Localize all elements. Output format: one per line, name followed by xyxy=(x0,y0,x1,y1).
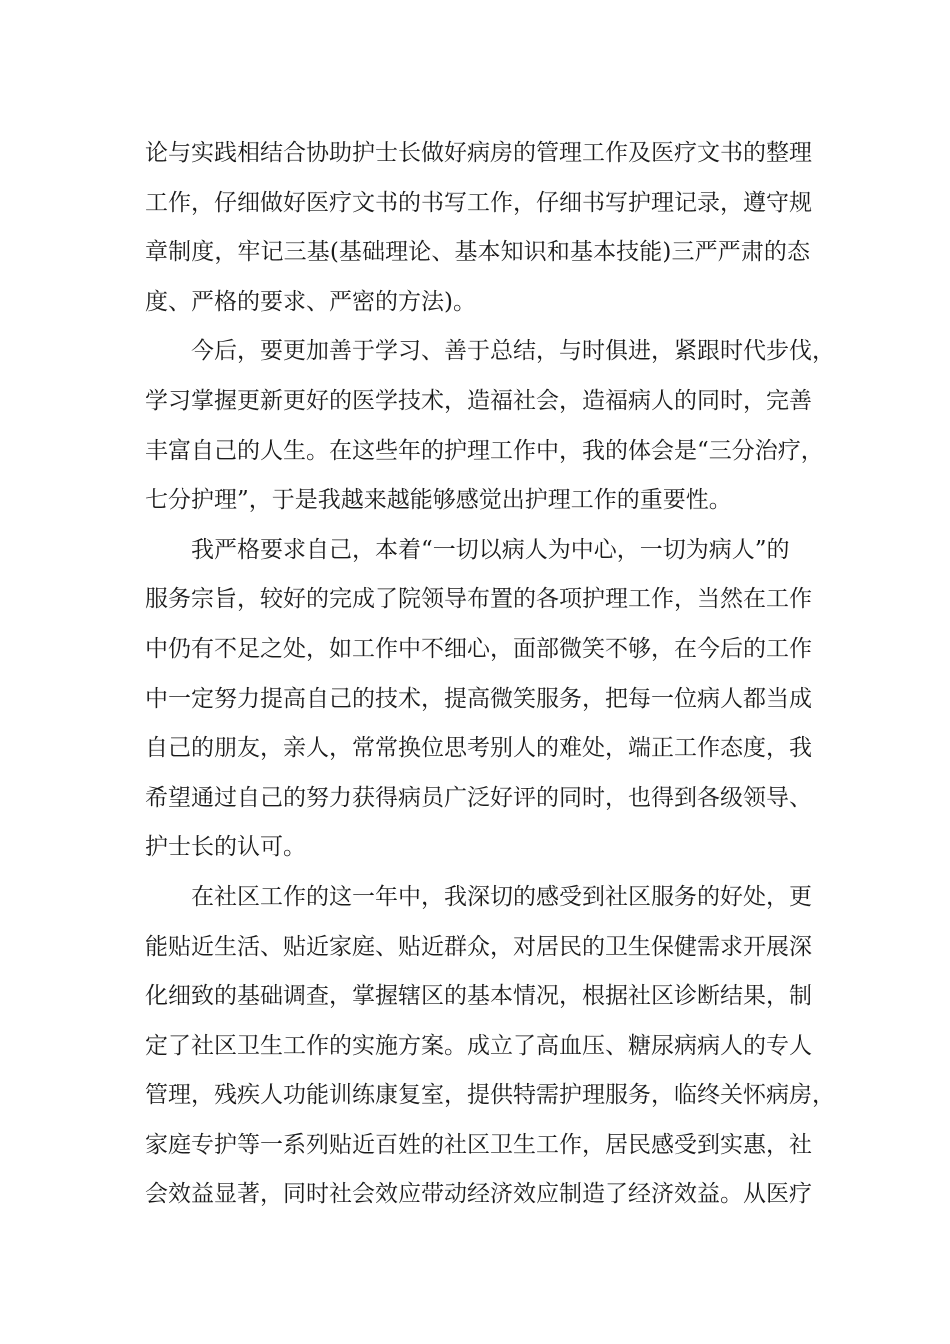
text-line: 家庭专护等一系列贴近百姓的社区卫生工作，居民感受到实惠，社 xyxy=(145,1131,812,1158)
text-line: 今后，要更加善于学习、善于总结，与时俱进，紧跟时代步伐， xyxy=(191,338,835,365)
text-line: 工作，仔细做好医疗文书的书写工作，仔细书写护理记录，遵守规 xyxy=(145,189,812,216)
text-line: 我严格要求自己，本着“一切以病人为中心，一切为病人”的 xyxy=(191,536,790,563)
text-line: 论与实践相结合协助护士长做好病房的管理工作及医疗文书的整理 xyxy=(145,140,812,166)
text-line: 会效益显著，同时社会效应带动经济效应制造了经济效益。从医疗 xyxy=(145,1181,812,1208)
text-line: 护士长的认可。 xyxy=(145,834,306,861)
text-line: 自己的朋友，亲人，常常换位思考别人的难处，端正工作态度，我 xyxy=(145,735,812,762)
text-line: 能贴近生活、贴近家庭、贴近群众，对居民的卫生保健需求开展深 xyxy=(145,933,812,960)
text-line: 丰富自己的人生。在这些年的护理工作中，我的体会是“三分治疗， xyxy=(145,437,824,464)
text-line: 中一定努力提高自己的技术，提高微笑服务，把每一位病人都当成 xyxy=(145,685,812,712)
text-line: 度、严格的要求、严密的方法)。 xyxy=(145,288,476,315)
text-line: 章制度，牢记三基(基础理论、基本知识和基本技能)三严严肃的态 xyxy=(145,239,810,266)
text-line: 希望通过自己的努力获得病员广泛好评的同时，也得到各级领导、 xyxy=(145,784,812,811)
document-body xyxy=(145,129,835,1220)
text-line: 学习掌握更新更好的医学技术，造福社会，造福病人的同时，完善 xyxy=(145,387,812,414)
text-line: 中仍有不足之处，如工作中不细心，面部微笑不够，在今后的工作 xyxy=(145,635,812,662)
text-line: 定了社区卫生工作的实施方案。成立了高血压、糖尿病病人的专人 xyxy=(145,1032,812,1059)
text-line: 管理，残疾人功能训练康复室，提供特需护理服务，临终关怀病房， xyxy=(145,1082,835,1109)
text-line: 化细致的基础调查，掌握辖区的基本情况，根据社区诊断结果，制 xyxy=(145,983,812,1010)
text-line: 在社区工作的这一年中，我深切的感受到社区服务的好处，更 xyxy=(191,883,812,910)
text-line: 七分护理”，于是我越来越能够感觉出护理工作的重要性。 xyxy=(145,487,732,514)
text-line: 服务宗旨，较好的完成了院领导布置的各项护理工作，当然在工作 xyxy=(145,586,812,613)
